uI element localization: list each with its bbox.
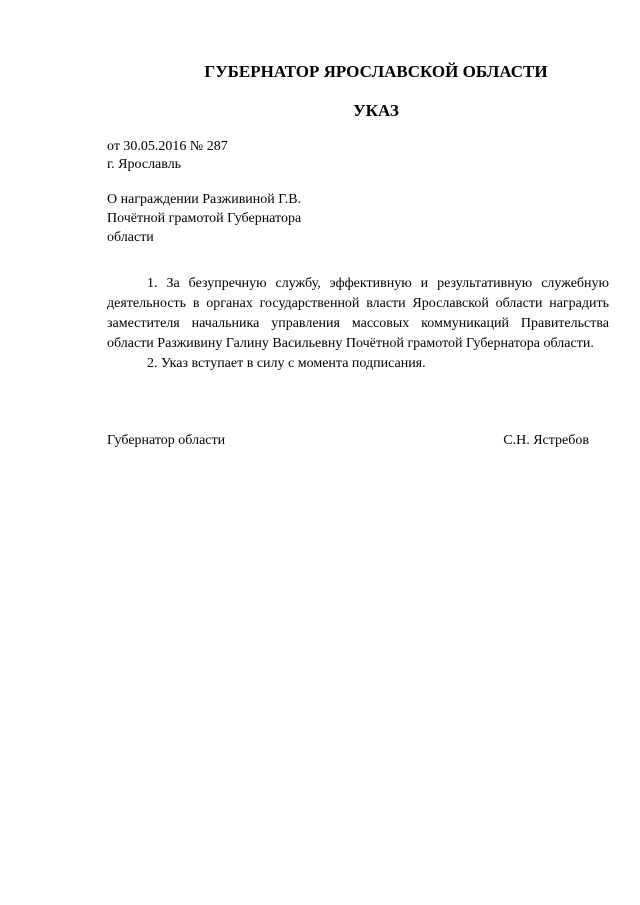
subject-line: Почётной грамотой Губернатора (107, 211, 302, 226)
document-subject (107, 190, 301, 247)
paragraph-1: 1. За безупречную службу, эффективную и результативную служебную деятельность в органах государственной власти Ярославской области наградить заместителя начальника управления массовых коммуникаций Правительства области Разживину Галину Васильевну Почётной грамотой Губернатора области. (107, 276, 609, 351)
place: г. Ярославль (107, 157, 182, 172)
document-body (107, 274, 609, 374)
issuing-authority-heading: ГУБЕРНАТОР ЯРОСЛАВСКОЙ ОБЛАСТИ (204, 62, 548, 81)
document-type-heading: УКАЗ (353, 101, 399, 120)
signatory-position: Губернатор области (107, 433, 226, 448)
date-number: от 30.05.2016 № 287 (107, 139, 228, 154)
signature-block (107, 432, 589, 450)
document-meta (107, 138, 228, 174)
signatory-name: С.Н. Ястребов (503, 433, 589, 448)
paragraph-2: 2. Указ вступает в силу с момента подписания. (147, 356, 426, 371)
subject-line: области (107, 230, 154, 245)
subject-line: О награждении Разживиной Г.В. (107, 192, 302, 207)
